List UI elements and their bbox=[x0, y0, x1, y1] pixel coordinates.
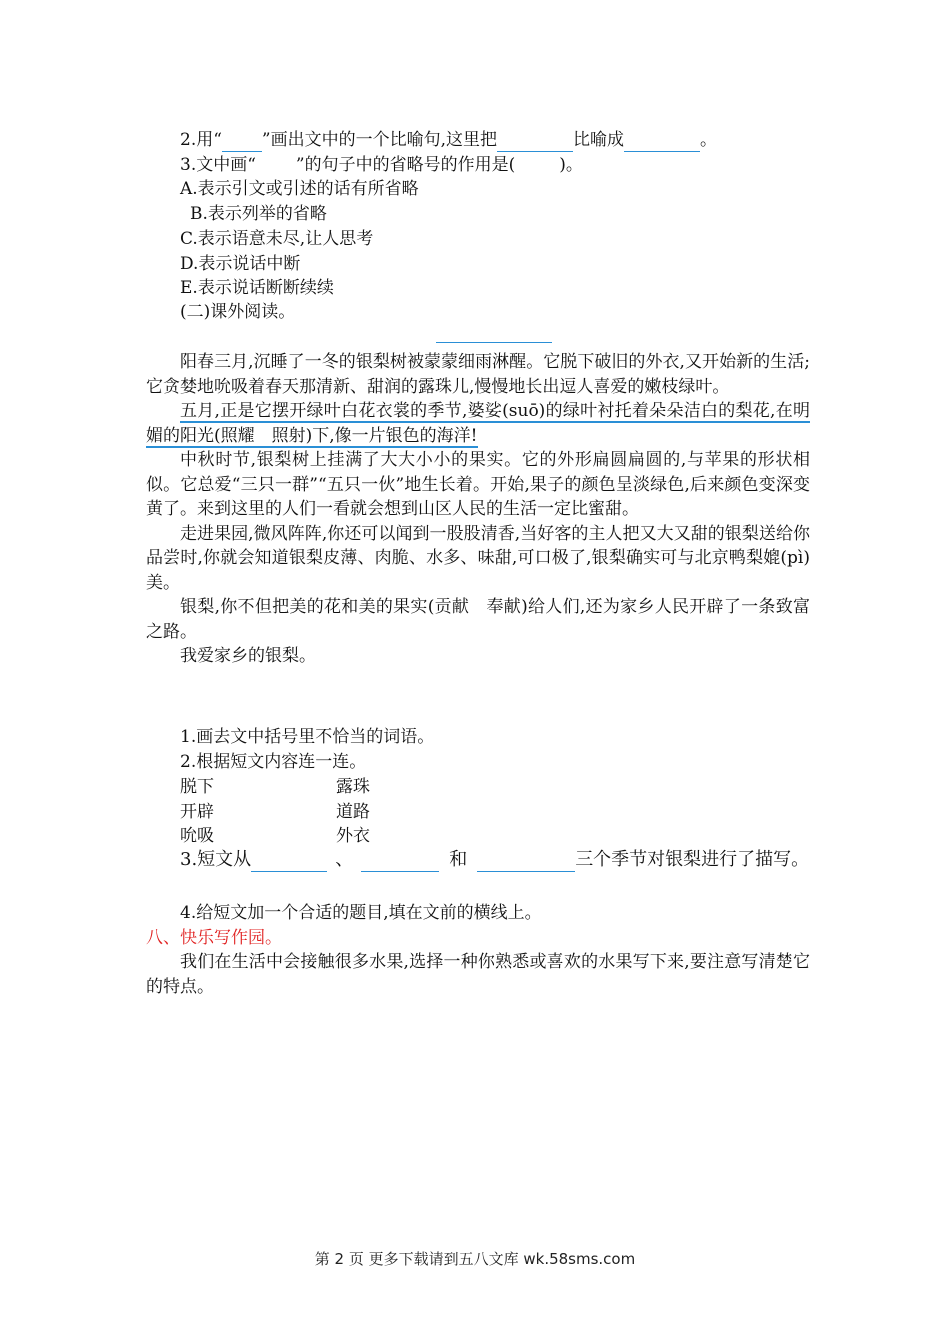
option-b: B.表示列举的省略 bbox=[190, 204, 327, 224]
question-2: 2.根据短文内容连一连。 bbox=[180, 752, 367, 772]
option-d: D.表示说话中断 bbox=[180, 254, 301, 274]
section-8-title: 八、快乐写作园。 bbox=[146, 928, 282, 948]
question-2-line: 2.用“ ”画出文中的一个比喻句,这里把 比喻成 。 bbox=[180, 130, 718, 150]
match-left-1[interactable]: 脱下 bbox=[180, 777, 214, 797]
blank-season-2[interactable] bbox=[361, 851, 439, 872]
match-right-2[interactable]: 道路 bbox=[336, 802, 370, 822]
metaphor-underline: 五月,正是它摆开绿叶白花衣裳的季节,婆娑(suō)的绿叶衬托着朵朵洁白的梨花,在明媚的阳光(照耀 照射)下,像一片银色的海洋! bbox=[146, 401, 810, 446]
passage bbox=[146, 350, 810, 669]
question-1: 1.画去文中括号里不恰当的词语。 bbox=[180, 727, 435, 747]
match-left-3[interactable]: 吮吸 bbox=[180, 826, 214, 846]
passage-p6: 我爱家乡的银梨。 bbox=[180, 646, 316, 666]
blank-season-1[interactable] bbox=[251, 851, 327, 872]
answer-paren-blank[interactable] bbox=[515, 156, 559, 177]
question-3: 3.短文从 、 和 三个季节对银梨进行了描写。 bbox=[180, 849, 810, 870]
option-e: E.表示说话断断续续 bbox=[180, 278, 334, 298]
match-right-3[interactable]: 外衣 bbox=[336, 826, 370, 846]
passage-p1: 阳春三月,沉睡了一冬的银梨树被蒙蒙细雨淋醒。它脱下破旧的外衣,又开始新的生活;它贪婪地吮吸着春天那清新、甜润的露珠儿,慢慢地长出逗人喜爱的嫩枝绿叶。 bbox=[146, 352, 810, 397]
blank-object[interactable] bbox=[624, 131, 700, 152]
section-extra-reading: (二)课外阅读。 bbox=[180, 302, 296, 322]
option-c: C.表示语意未尽,让人思考 bbox=[180, 229, 374, 249]
passage-p5: 银梨,你不但把美的花和美的果实(贡献 奉献)给人们,还为家乡人民开辟了一条致富之路。 bbox=[146, 597, 810, 642]
section-8-body: 我们在生活中会接触很多水果,选择一种你熟悉或喜欢的水果写下来,要注意写清楚它的特点。 bbox=[146, 952, 810, 997]
blank-season-3[interactable] bbox=[477, 851, 575, 872]
match-left-2[interactable]: 开辟 bbox=[180, 802, 214, 822]
blank-subject[interactable] bbox=[497, 131, 573, 152]
title-blank-line[interactable] bbox=[436, 342, 552, 343]
question-3-line: 3.文中画“ ”的句子中的省略号的作用是( )。 bbox=[180, 155, 583, 175]
page-footer: 第 2 页 更多下载请到五八文库 wk.58sms.com bbox=[314, 1250, 636, 1268]
match-right-1[interactable]: 露珠 bbox=[336, 777, 370, 797]
option-a: A.表示引文或引述的话有所省略 bbox=[180, 179, 419, 199]
question-4: 4.给短文加一个合适的题目,填在文前的横线上。 bbox=[180, 903, 542, 923]
passage-p4: 走进果园,微风阵阵,你还可以闻到一股股清香,当好客的主人把又大又甜的银梨送给你品尝时,你就会知道银梨皮薄、肉脆、水多、味甜,可口极了,银梨确实可与北京鸭梨媲(pì)美。 bbox=[146, 523, 810, 593]
passage-p2 bbox=[146, 399, 810, 448]
passage-p3: 中秋时节,银梨树上挂满了大大小小的果实。它的外形扁圆扁圆的,与苹果的形状相似。它总爱“三只一群”“五只一伙”地生长着。开始,果子的颜色呈淡绿色,后来颜色变深变黄了。来到这里的人们一看就会想到山区人民的生活一定比蜜甜。 bbox=[146, 450, 810, 519]
blank-mark[interactable] bbox=[222, 131, 262, 152]
